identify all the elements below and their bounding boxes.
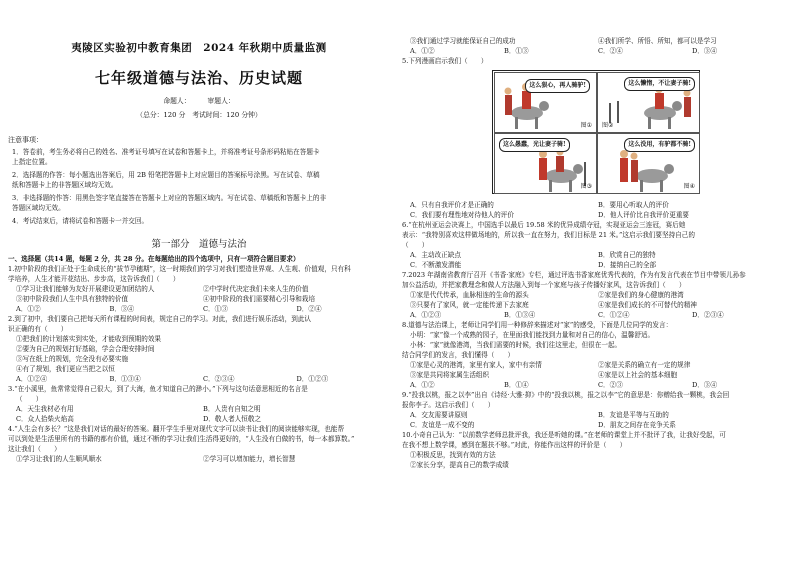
option-d[interactable]: D．③④ xyxy=(692,381,718,389)
statement: ①学习让我们的人生顺风顺水 xyxy=(16,455,102,463)
exam-title: 七年级道德与法治、历史试题 xyxy=(94,69,303,87)
notice-line: 2．选择题的作答：每小题选出答案后，用 2B 铅笔把答题卡上对应题目的答案标号涂黑。写在试卷、草稿 xyxy=(12,171,320,179)
option-d[interactable]: D．①②③ xyxy=(296,375,329,383)
question-text: （ ） xyxy=(16,395,43,403)
question-text: 表示：“我特别喜欢这样做场地的，所以我一直在努力，我们目标是 21 米。”这启示我们要坚持自己的 xyxy=(402,231,695,239)
statement: ④家是我们成长的不可替代的精神 xyxy=(598,301,697,309)
answer-options xyxy=(8,414,390,424)
comic-panel-2 xyxy=(597,72,700,133)
question-text: 加公益活动，并把家教理念和做人方法融入到每一个家庭与孩子传播好家风，这告诉我们（ ） xyxy=(402,281,686,289)
question-6 xyxy=(402,220,786,270)
option-b[interactable]: B．①④ xyxy=(504,381,529,389)
option-a[interactable]: A．①② xyxy=(410,47,435,55)
statement: ②家是关系的确立有一定的规律 xyxy=(598,361,691,369)
authors-line: 命题人： 审题人： xyxy=(163,97,235,105)
statement-row xyxy=(402,370,786,380)
panel-label: 图③ xyxy=(580,183,592,190)
statement: ①积极反思，找到有效的方法 xyxy=(410,451,496,459)
option-c[interactable]: C．我们要有理性地对待他人的评价 xyxy=(410,211,514,219)
question-1 xyxy=(8,264,390,314)
student-speech: 小明：“家”像一个成熟的园子，在里面我们能找到力量和对自己的信心，温馨舒适。 xyxy=(410,331,655,339)
option-a[interactable]: A．主动改正缺点 xyxy=(410,251,461,259)
notice-line: 4．考试结束后，请将试卷和答题卡一并交回。 xyxy=(12,217,149,225)
answer-options xyxy=(8,304,390,314)
speech-bubble: 这么狠心，再人骑驴! xyxy=(525,79,590,93)
notice-line: 3．非选择题的作答：用黑色签字笔直接答在答题卡上对应的答题区域内。写在试卷、草稿纸和答题卡上的非 xyxy=(12,194,327,202)
comic-image xyxy=(492,70,700,194)
option-a[interactable]: A．①②③ xyxy=(410,311,442,319)
statement: ②要为自己的规划打好基础，学会合理安排时间 xyxy=(16,345,155,353)
speech-bubble: 这么愚蠢，光让妻子骑! xyxy=(499,138,570,152)
statement: ②家是我们的身心健康的港湾 xyxy=(598,291,684,299)
question-text: 4.“人生会有多长？”这是我们对话的最好的答案。翻开学生手里对现代文字可以读书让我们的阅读能够实现，也能帮 xyxy=(8,425,345,433)
question-5 xyxy=(402,56,786,220)
score-time-line: （总分：120 分 考试时间：120 分钟） xyxy=(136,111,262,119)
option-c[interactable]: C．②③④ xyxy=(203,375,235,383)
answer-options xyxy=(402,260,786,270)
question-text: 识正确的有（ ） xyxy=(8,325,68,333)
answer-options xyxy=(402,210,786,220)
option-c[interactable]: C．友谊是一成不变的 xyxy=(410,421,475,429)
question-text: 8.道德与法治课上，老师让同学们用一种修辞来描述对“家”的感受，下面是几位同学的发言： xyxy=(402,321,673,329)
answer-options xyxy=(402,410,786,420)
option-c[interactable]: C．①③ xyxy=(203,305,228,313)
panel-label: 图④ xyxy=(683,183,695,190)
speech-bubble: 这么没用，有驴都不骑! xyxy=(624,138,695,152)
option-a[interactable]: A．交友需要讲原则 xyxy=(410,411,468,419)
option-c[interactable]: C．①②④ xyxy=(598,311,630,319)
question-text: 9.“投我以桃，报之以李”出自《诗经·大雅·抑》中的“投我以桃，报之以李”它的意思是：你赠给我一颗桃，我会回 xyxy=(402,391,730,399)
comic-panel-1 xyxy=(494,72,597,133)
option-b[interactable]: B．①③④ xyxy=(504,311,536,319)
statement: ④家是以上社会的基本细胞 xyxy=(598,371,678,379)
question-text: 10.小奇自己认为：“以前数学老师总批评我，我还是听她的课。”在老师的课堂上并不批评了我，让我好受起，可 xyxy=(402,431,726,439)
answer-options xyxy=(8,374,390,384)
question-7 xyxy=(402,270,786,320)
option-c[interactable]: C．不断激发潜能 xyxy=(410,261,462,269)
part1-title: 第一部分 道德与法治 xyxy=(151,239,247,250)
option-a[interactable]: A．①② xyxy=(410,381,435,389)
question-2 xyxy=(8,314,390,384)
question-text: 3.“在小溪里，鱼常常觉得自己很大，到了大海，鱼才知道自己的渺小。”下列与这句话意思相近的名言是 xyxy=(8,385,308,393)
option-b[interactable]: B．欣赏自己的独特 xyxy=(598,251,656,259)
question-text: （ ） xyxy=(402,241,429,249)
option-b[interactable]: B．人贵有自知之明 xyxy=(203,405,261,413)
panel-label: 图② xyxy=(602,122,614,129)
statement-row xyxy=(8,294,390,304)
statement: ③家是共同将家属生活组织 xyxy=(410,371,490,379)
statement-row xyxy=(402,290,786,300)
option-c[interactable]: C．②③ xyxy=(598,381,623,389)
comic-panel-4 xyxy=(597,133,700,194)
statement: ④有了规划，我们更应当把之以恒 xyxy=(16,365,115,373)
question-text: 可以到处是生活里所有的书籍的都有价值，通过不断的学习让我们生活得更好的，“人生没有白做的书，每一本都算数。” xyxy=(8,435,355,443)
option-b[interactable]: B．③④ xyxy=(109,305,135,313)
option-d[interactable]: D．③④ xyxy=(692,47,718,55)
answer-options xyxy=(402,250,786,260)
answer-options xyxy=(402,380,786,390)
option-c[interactable]: C．②④ xyxy=(598,47,623,55)
comic-panel-3 xyxy=(494,133,597,194)
notice-line: 纸和答题卡上的非答题区域均无效。 xyxy=(12,181,118,189)
question-text: 6.“在杭州亚运会决赛上，中国选手以最后 19.58 米的优异成绩夺冠，实现亚运会三连冠，赛后她 xyxy=(402,221,686,229)
statement: ①把我们的计划落实到实处，才能收到预期的效果 xyxy=(16,335,162,343)
question-text: 1.初中阶段的我们正处于生命成长的“拔节孕穗期”，这一时期我们的学习对我们塑造世界观、人生观、价值观，只有科 xyxy=(8,265,351,273)
statement-row xyxy=(8,454,390,464)
statement: ②中学时代决定我们未来人生的价值 xyxy=(203,285,309,293)
statement: ②学习可以增加能力，增长智慧 xyxy=(203,455,296,463)
answer-options xyxy=(402,420,786,430)
question-text: 这让我们（ ） xyxy=(8,445,61,453)
speech-bubble: 这么懒惰，不让妻子骑! xyxy=(624,77,695,91)
option-b[interactable]: B．要用心听取人的评价 xyxy=(598,201,669,209)
school-heading: 夷陵区实验初中教育集团 2024 年秋期中质量监测 xyxy=(71,42,327,54)
notice-heading: 注意事项： xyxy=(8,136,43,144)
option-a[interactable]: A．只有自我评价才是正确的 xyxy=(410,201,494,209)
statement: ④初中阶段的我们需要精心引导和栽培 xyxy=(203,295,316,303)
statement: ①学习让我们能够为友好开展建设更加团结的人 xyxy=(16,285,155,293)
statement-row xyxy=(402,360,786,370)
question-10 xyxy=(402,430,786,470)
statement: ③写在纸上的规划，完全没有必要实施 xyxy=(16,355,129,363)
option-a[interactable]: A．①② xyxy=(16,305,41,313)
option-d[interactable]: D．他人评价比自我评价更重要 xyxy=(598,211,690,219)
option-b[interactable]: B．①③ xyxy=(504,47,529,55)
statement: ③只要有了家风，就一定能传递下去家庭 xyxy=(410,301,529,309)
option-d[interactable]: D．②④ xyxy=(296,305,322,313)
option-c[interactable]: C．众人拾柴火焰高 xyxy=(16,415,74,423)
left-column xyxy=(8,0,390,464)
question-text: 报你李子。这启示我们（ ） xyxy=(402,401,495,409)
answer-options xyxy=(402,200,786,210)
option-d[interactable]: D．②③④ xyxy=(692,311,724,319)
statement: ④我们所学、所悟、所知，都可以是学习 xyxy=(598,37,717,45)
option-d[interactable]: D．朋友之间存在竞争关系 xyxy=(598,421,676,429)
statement: ③我们通过学习就能保证自己的成功 xyxy=(410,37,516,45)
statement-row xyxy=(402,300,786,310)
statement: ①家是心灵的港湾，家里有家人，家中有亲情 xyxy=(410,361,542,369)
answer-options xyxy=(402,46,786,56)
option-b[interactable]: B．①③④ xyxy=(109,375,141,383)
answer-options xyxy=(402,310,786,320)
question-text: 2.到了初中，我们要自己把每天所有课程的时间表，规定自己的学习。对此，我们进行娱乐活动，到此认 xyxy=(8,315,312,323)
option-a[interactable]: A．①②④ xyxy=(16,375,48,383)
section-instruction: 一、选择题（共14 题，每题 2 分，共 28 分。在每题给出的四个选项中，只有一项符合题目要求） xyxy=(8,255,300,263)
question-3 xyxy=(8,384,390,424)
notice-line: 上指定位置。 xyxy=(12,158,52,166)
right-column xyxy=(402,0,786,470)
notice-line: 1．答卷前，考生务必将自己的姓名、准考证号填写在试卷和答题卡上，并将准考证号条形码粘贴在答题卡 xyxy=(12,148,320,156)
question-8 xyxy=(402,320,786,390)
statement: ③初中阶段我们人生中具有独特的价值 xyxy=(16,295,129,303)
question-4 xyxy=(8,424,390,464)
question-prompt: 结合同学们的发言，我们懂得（ ） xyxy=(402,351,515,359)
question-text: 在我不想上数学课，感到在题扶不够。”对此，你能作出这样的评价是（ ） xyxy=(402,441,627,449)
question-text: 学培养，人生才能开花结出、步步高，这告诉我们（ ） xyxy=(8,275,180,283)
option-a[interactable]: A．天生我材必有用 xyxy=(16,405,74,413)
notice-block xyxy=(8,147,390,226)
answer-options xyxy=(8,404,390,414)
student-speech: 小林：“家”就像港湾，当我们需要的时候，我们往这里走，但很在一起。 xyxy=(410,341,622,349)
question-9 xyxy=(402,390,786,430)
statement: ②家长分享，提高自己的数学成绩 xyxy=(410,461,509,469)
statement: ①家是代代传承，血脉相连的生命的源头 xyxy=(410,291,529,299)
panel-label: 图① xyxy=(580,122,592,129)
option-d[interactable]: D．接纳自己的全部 xyxy=(598,261,657,269)
option-d[interactable]: D．敬人者人恒敬之 xyxy=(203,415,262,423)
question-text: 7.2023 年湖南省教育厅召开《书香·家庭》专栏，通过评选书香家庭优秀代表的，作为有发言代表在节目中带领儿孙参 xyxy=(402,271,746,279)
statement-row xyxy=(402,36,786,46)
question-text: 5.下列漫画启示我们（ ） xyxy=(402,57,488,65)
statement-row xyxy=(8,284,390,294)
option-b[interactable]: B．友谊是平等与互助的 xyxy=(598,411,669,419)
notice-line: 答题区域均无效。 xyxy=(12,204,65,212)
